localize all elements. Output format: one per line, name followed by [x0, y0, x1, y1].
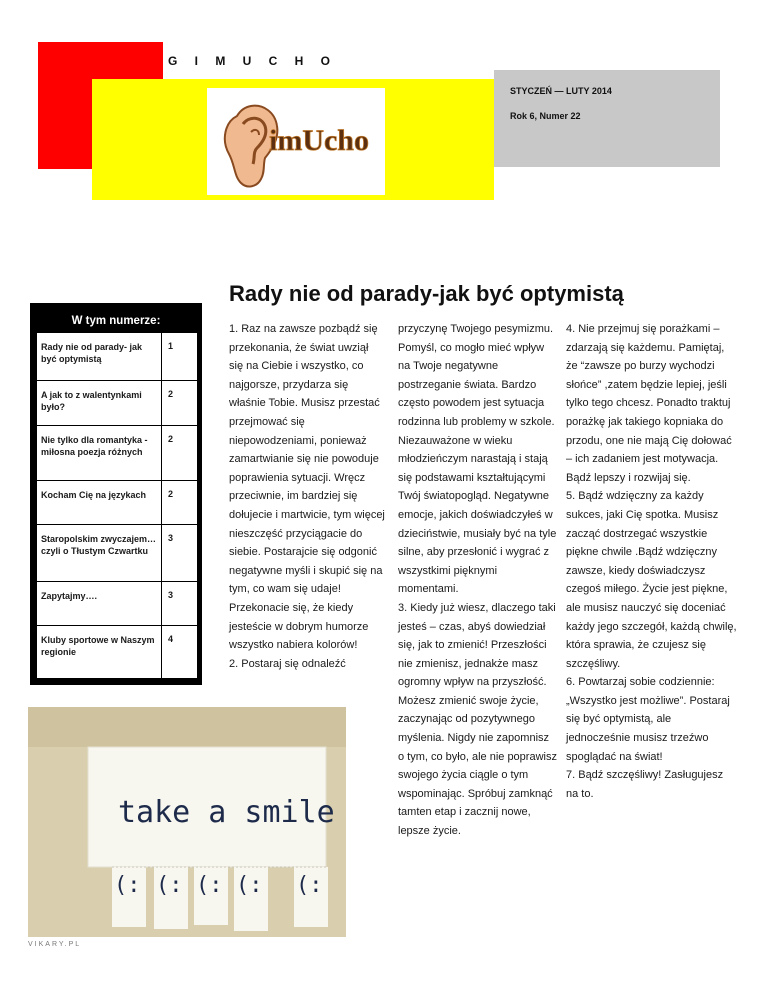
article-headline: Rady nie od parady-jak być optymistą [229, 281, 624, 306]
toc-row[interactable] [37, 581, 197, 625]
photo-credit: VIKARY.PL [28, 941, 82, 948]
article-column-3 [566, 320, 738, 803]
toc-row[interactable] [37, 380, 197, 425]
issue-date: STYCZEŃ — LUTY 2014 [510, 86, 612, 96]
issue-number: Rok 6, Numer 22 [510, 111, 581, 121]
toc-row[interactable] [37, 425, 197, 480]
toc-item-title: Nie tylko dla romantyka - miłosna poezja różnych [37, 425, 162, 480]
toc-item-title: Zapytajmy…. [37, 581, 162, 625]
toc-item-page: 3 [162, 581, 198, 625]
article-column-2 [398, 320, 558, 841]
newsletter-name: G I M U C H O [168, 54, 337, 68]
toc-item-page: 2 [162, 380, 198, 425]
tear-tab-text: (: [236, 873, 263, 898]
toc-row[interactable] [37, 625, 197, 678]
toc-row[interactable] [37, 524, 197, 581]
article-paragraph: 5. Bądź wdzięczny za każdy sukces, jaki Cię spotka. Musisz zacząć dostrzegać wszystkie piękne chwile .Bądź wdzięczny zawsze, kiedy doświadczysz czegoś miłego. Życie jest piękne, ale musisz nauczyć się doceniać każdy jego szczegół, każdą chwilę, która sprawia, że czujesz się szczęśliwy. [566, 490, 737, 670]
table-of-contents [30, 303, 202, 685]
toc-item-page: 4 [162, 625, 198, 678]
toc-item-page: 1 [162, 333, 198, 380]
article-column-1 [229, 320, 385, 673]
article-paragraph: 2. Postaraj się odnaleźć [229, 657, 346, 670]
toc-row[interactable] [37, 333, 197, 380]
toc-item-page: 2 [162, 425, 198, 480]
article-paragraph: 6. Powtarzaj sobie codziennie: „Wszystko jest możliwe”. Postaraj się być optymistą, ale jednocześnie musisz trzeźwo spoglądać na świat! [566, 676, 730, 763]
logo [207, 88, 385, 195]
toc-item-title: A jak to z walentynkami było? [37, 380, 162, 425]
article-paragraph: 3. Kiedy już wiesz, dlaczego taki jesteś – czas, abyś dowiedział się, jak to zmienić! Przeszłości nie zmienisz, jednakże masz ogromny wpływ na przyszłość. Możesz zmienić swoje życie, zaczynając od pozytywnego myślenia. Nigdy nie zapomnisz o tym, co było, ale nie poprawisz swojego życia ciągle o tym wspominając. Spróbuj zamknąć tamten etap i zacznij nowe, lepsze życie. [398, 601, 557, 838]
tear-tab-text: (: [156, 873, 183, 898]
take-a-smile-photo [28, 707, 346, 937]
svg-text:imUcho: imUcho [269, 124, 369, 157]
tear-tab-text: (: [196, 873, 223, 898]
toc-item-page: 2 [162, 480, 198, 524]
tear-tab-text: (: [296, 873, 323, 898]
toc-table [37, 333, 197, 678]
tear-tab-text: (: [114, 873, 141, 898]
toc-item-title: Kocham Cię na językach [37, 480, 162, 524]
article-paragraph: 7. Bądź szczęśliwy! Zasługujesz na to. [566, 769, 724, 800]
toc-row[interactable] [37, 480, 197, 524]
toc-item-title: Rady nie od parady- jak być optymistą [37, 333, 162, 380]
toc-item-title: Staropolskim zwyczajem… czyli o Tłustym Czwartku [37, 524, 162, 581]
toc-item-title: Kluby sportowe w Naszym regionie [41, 634, 155, 657]
toc-title: W tym numerze: [71, 315, 161, 327]
article-paragraph: 1. Raz na zawsze pozbądź się przekonania, że świat uwziął się na Ciebie i wszystko, co najgorsze, przydarza się właśnie Tobie. Musisz przestać przejmować się niepowodzeniami, ponieważ zamartwianie się nie powoduje poprawienia sytuacji. Wręcz przeciwnie, im bardziej się dołujecie i martwicie, tym więcej nieszczęść przyciągacie do siebie. Postarajcie się odgonić negatywne myśli i skupić się na tym, co wam się udaje! Przekonacie się, że kiedy jesteście w dobrym humorze wszystko nabiera kolorów! [229, 323, 385, 652]
article-paragraph: 4. Nie przejmuj się porażkami – zdarzają się każdemu. Pamiętaj, że “zawsze po burzy wychodzi słońce” ,zatem będzie lepiej, jeśli tylko tego chcesz. Ponadto traktuj porażkę jak takiego kopniaka do przodu, one nie mają Cię dołować – ich zadaniem jest motywacja. Bądź lepszy i rozwijaj się. [566, 323, 732, 484]
ear-logo-icon [207, 88, 385, 195]
toc-item-page: 3 [162, 524, 198, 581]
note-text: take a smile [118, 795, 335, 830]
article-paragraph: przyczynę Twojego pesymizmu. Pomyśl, co mogło mieć wpływ na Twoje negatywne postrzeganie świata. Bardzo często powodem jest sytuacja rodzinna lub problemy w szkole. Niezauważone w wieku młodzieńczym narastają i stają się podstawami kształtującymi Twój światopogląd. Negatywne emocje, jakich doświadczyłeś w dzieciństwie, musiały być na tyle silne, aby przesłonić i wygrać z wszystkimi pięknymi momentami. [398, 323, 557, 596]
